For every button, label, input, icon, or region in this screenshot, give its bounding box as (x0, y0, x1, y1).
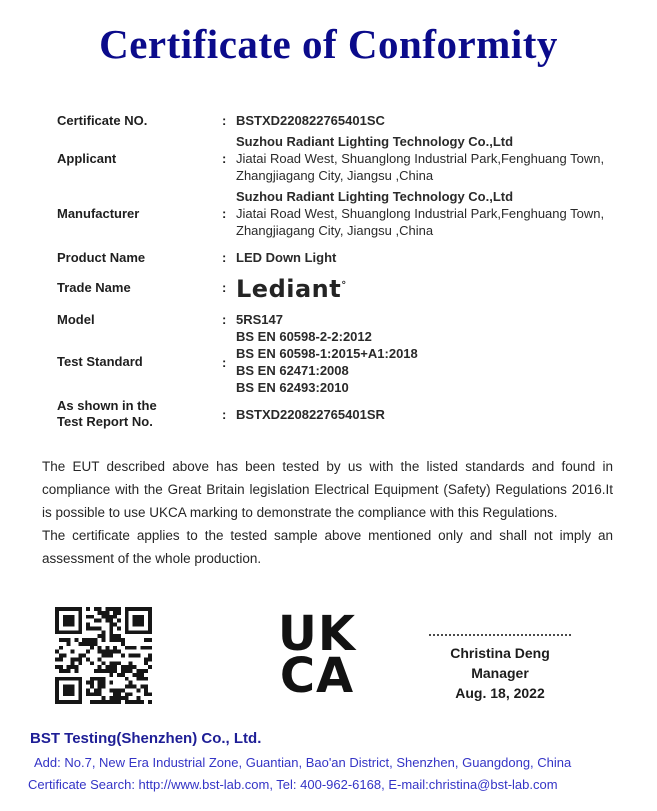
field-colon: : (222, 280, 227, 295)
manufacturer-company: Suzhou Radiant Lighting Technology Co.,Ltd (236, 189, 514, 204)
field-row-applicant (57, 133, 613, 184)
ukca-mark-line2: CA (279, 648, 355, 704)
signature-dotted-line (429, 634, 571, 636)
trade-name-value (236, 273, 613, 302)
field-row-certificate-no (57, 112, 613, 129)
applicant-value (236, 133, 613, 184)
field-colon: : (222, 206, 227, 221)
trade-name-label: Trade Name (57, 279, 131, 295)
qr-code (55, 607, 152, 704)
manufacturer-label: Manufacturer (57, 205, 140, 221)
applicant-address-line2: Zhangjiagang City, Jiangsu ,China (236, 168, 434, 183)
test-report-label-line2: Test Report No. (57, 414, 153, 429)
certificate-no-label: Certificate NO. (57, 112, 148, 128)
field-row-test-report (57, 398, 613, 430)
test-standard-value (236, 328, 613, 396)
applicant-company: Suzhou Radiant Lighting Technology Co.,Ltd (236, 134, 514, 149)
field-row-model (57, 311, 613, 328)
field-colon: : (222, 354, 227, 370)
footer-lab-name: BST Testing(Shenzhen) Co., Ltd. (30, 730, 262, 747)
ukca-mark (270, 606, 364, 704)
signatory-name: Christina Deng (450, 645, 550, 661)
compliance-statement (42, 455, 613, 570)
footer-contact-line: Certificate Search: http://www.bst-lab.com, Tel: 400-962-6168, E-mail:christina@bst-lab.com (28, 777, 558, 792)
field-row-test-standard (57, 328, 613, 396)
lediant-logo-mark: ° (341, 280, 347, 291)
test-standard-line: BS EN 60598-2-2:2012 (236, 329, 372, 344)
lediant-logo-text: Lediant (236, 275, 342, 303)
field-colon: : (222, 250, 227, 265)
page-title: Certificate of Conformity (99, 21, 558, 67)
test-report-label-line1: As shown in the (57, 398, 157, 413)
manufacturer-address-line1: Jiatai Road West, Shuanglong Industrial Park,Fenghuang Town, (236, 206, 605, 221)
test-standard-line: BS EN 60598-1:2015+A1:2018 (236, 346, 418, 361)
signatory-role: Manager (471, 665, 529, 681)
field-row-product-name (57, 249, 613, 266)
statement-paragraph-1: The EUT described above has been tested by us with the listed standards and found in compliance with the Great Britain legislation Electrical Equipment (Safety) Regulations 2016.It is possible to use UKCA marking to demonstrate the compliance with this Regulations. (42, 459, 613, 520)
model-label: Model (57, 311, 95, 327)
product-name-label: Product Name (57, 249, 146, 265)
test-standard-label: Test Standard (57, 354, 143, 369)
field-colon: : (222, 406, 227, 422)
test-standard-line: BS EN 62493:2010 (236, 380, 349, 395)
statement-paragraph-2: The certificate applies to the tested sample above mentioned only and shall not imply an assessment of the whole production. (42, 528, 613, 566)
model-value: 5RS147 (236, 312, 283, 327)
manufacturer-value (236, 188, 613, 239)
applicant-label: Applicant (57, 150, 117, 166)
field-colon: : (222, 312, 227, 327)
field-colon: : (222, 113, 227, 128)
test-report-label (57, 398, 222, 430)
footer-lab-address: Add: No.7, New Era Industrial Zone, Guantian, Bao'an District, Shenzhen, Guangdong, China (34, 755, 572, 770)
certificate-no-value: BSTXD220822765401SC (236, 113, 385, 128)
test-standard-line: BS EN 62471:2008 (236, 363, 349, 378)
applicant-address-line1: Jiatai Road West, Shuanglong Industrial Park,Fenghuang Town, (236, 151, 605, 166)
field-colon: : (222, 151, 227, 166)
field-row-trade-name (57, 273, 613, 302)
field-row-manufacturer (57, 188, 613, 239)
test-report-value: BSTXD220822765401SR (236, 406, 385, 422)
product-name-value: LED Down Light (236, 250, 337, 265)
signature-date: Aug. 18, 2022 (455, 685, 545, 701)
manufacturer-address-line2: Zhangjiagang City, Jiangsu ,China (236, 223, 434, 238)
ukca-mark-line1: UK (277, 606, 357, 662)
signature-block (420, 634, 580, 703)
lediant-brand-logo (236, 275, 347, 303)
certificate-fields (57, 112, 613, 430)
